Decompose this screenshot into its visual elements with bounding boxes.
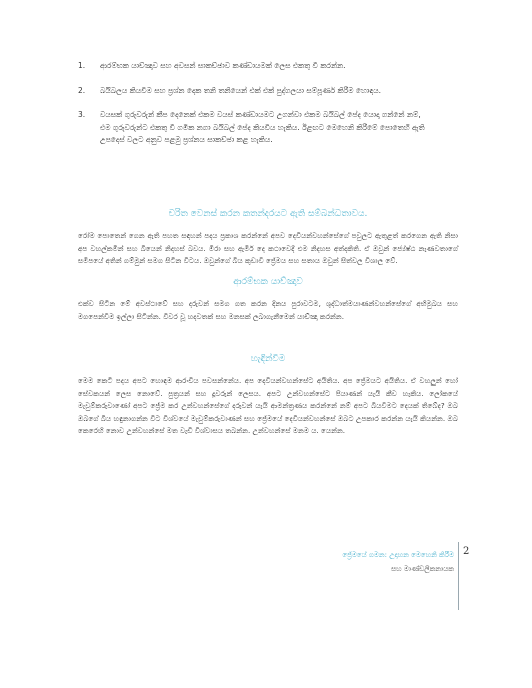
section-body-introduction: මෙම කෙටි පදය අපට හොඳම ආරංචිය පවසන්නේය. අප දෙවියන්වහන්සේට අයිතිය. අප ජ්‍රේමයට අයිතිය. ඒ වහලුන් හෝ සේවකයන් ලෙස නොවේ. පුත්‍රයන් සහ දූවරුන් ලෙසය. අපට උන්වහන්සේට පියාණන් යැයි කීව හැකිය. ලෝකයේ මැවුම්කරුවාණෝ අපට ජ්‍රේම කර උන්වහන්සේගේ දරුවන් යැයි ආමන්ත්‍රණය කරන්නේ නම් අපට බියවීමට දෙයක් තිබේද? ඔබ ඔබගේ බිය හඳුනාගන්න විට විශ්වයේ මැවුම්කරුවාණන් සහ ජ්‍රේමයේ දෙවියන්වහන්සේ ඔබට උපකාර කරන්න යැයි කියන්න. ඔබ කෙරෙහි නොව උන්වහන්සේ මත වැඩි විශ්වාසය තබන්න. උන්වහන්සේ මනම ය. යෙන්න.	[78, 376, 458, 435]
list-item	[78, 60, 433, 73]
section-body-opening-prayer: එක්ව සිටින මේ අවස්ථාවේ සහ දරුවන් සමග ගත කරන දිනය පුරාවටම, ශුද්ධාත්මයාණන්වහන්සේගේ අභිමුඛය සහ මගපෙන්වීම ඉල්ලා සිටින්න. විවර වූ හදවතක් සහ මනසක් ලබාගැනීමෙන් යාච්ඤා කරන්න.	[78, 299, 458, 321]
list-text: ආරම්භක යාච්ඤාව සහ අවසන් සාකච්ඡාව කණ්ඩායමක් ලෙස එකතු වී කරන්න.	[100, 61, 346, 70]
section-heading-story-connection: චරිත වෙනස් කරන කතන්දරයට ඇති සම්බන්ධතාවය.	[168, 209, 368, 219]
section-heading-introduction: හැඳින්වීම	[250, 354, 286, 364]
list-item	[78, 85, 433, 98]
footer-title: ජ්‍රේමයේ ගමන: උදාහන මෙහෙනි කිරීම	[342, 551, 454, 559]
list-number: 2.	[78, 85, 86, 95]
page-footer	[342, 548, 454, 576]
section-body-story-connection: රෝම පොතෙන් ගෙන ඇති පහත සඳහන් පදය ප්‍රකාශ කරන්නේ අපව දෙවියන්වහන්සේගේ පවුලට ඇතුළත් කරගෙන ඇති නිසා අප වහල්කමින් සහ බියෙන් නිදහස් බවය. මීරා සහ ඇමීර් දෙ කථාවෙදී එම නිදහස අත්දකිති. ඒ ඔවුන් ජ්‍යේෂ්ඨ නැණවතාගේ සමීපයේ අතින් ගම්මුන් සමග සිටින විටය. ඔවුන්ගේ බිය කුඩාවී ජ්‍රේමය සහ සතාය ඔවුන් සිත්වල විශාල වේ.	[78, 231, 458, 265]
section-heading-opening-prayer: ආරම්භක යාච්ඤාව	[233, 277, 303, 287]
page-number: 2	[463, 546, 470, 557]
list-number: 1.	[78, 61, 86, 70]
footer-subtitle: සහ මාණ්ඩලිකනායක	[391, 565, 454, 573]
list-item	[78, 109, 433, 147]
list-number: 3.	[78, 110, 86, 119]
list-text: වයසක් ගුරුවරුන් කීප දෙනෙක් එකම වයස් කණ්ඩායමට උගන්වා එකම බයිබල් පේද යොදා ගන්නේ නම්, එම ගුරුවරුන්ට එකතු වී ගමික නගා බයිබල් පේද කියවිය හැකිය. ඊළඟට මෙහෙනි කිරීමේ පොතෙහි ඇති උපදෙස් වලට අනුව පළමු ප්‍රශ්නය සාකච්ඡා කළ හැකිය.	[100, 110, 425, 144]
list-text: බයිබලය කියවීම සහ ප්‍රශ්න දෙක තනි තනියෙන් එක් එක් පුද්ගලයා සම්පූර්ණ කිරීම හොඳය.	[100, 85, 382, 95]
instruction-list	[78, 60, 433, 159]
footer-divider	[458, 542, 459, 610]
